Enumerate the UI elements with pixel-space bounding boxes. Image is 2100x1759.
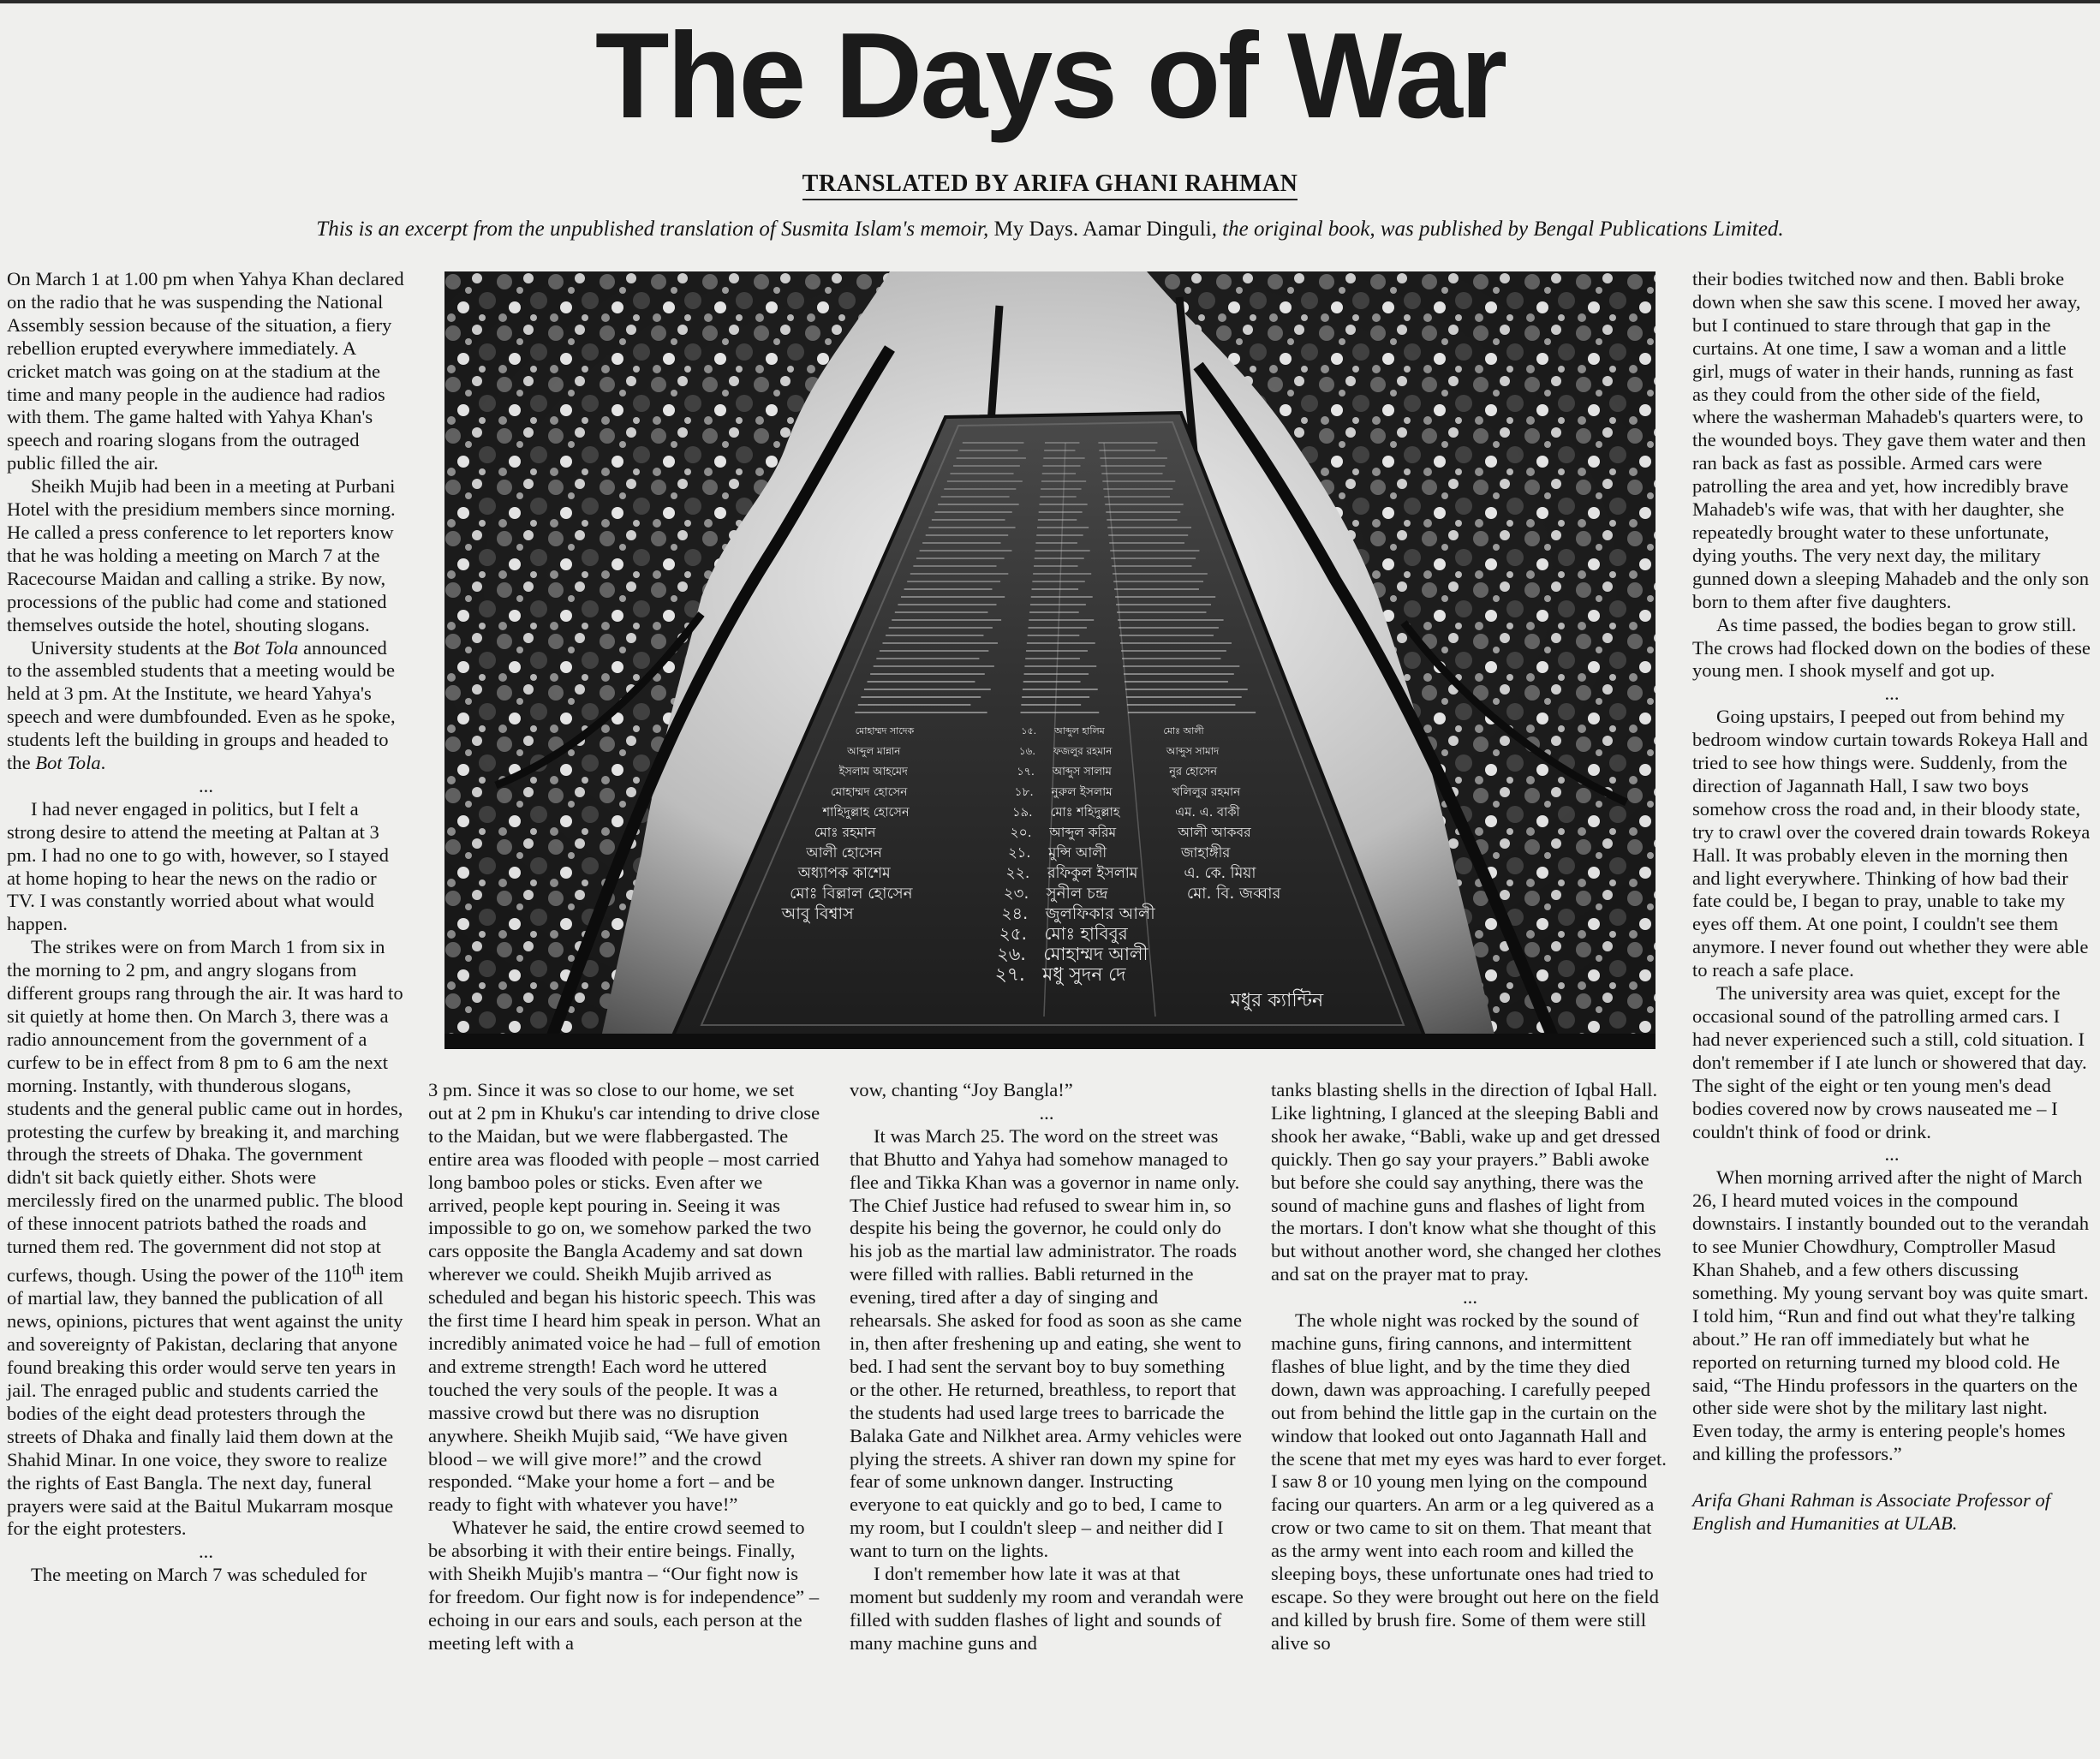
plaque-right-name: মো. বি. জব্বার xyxy=(1186,885,1281,903)
plaque-row-number: ২০. xyxy=(1010,825,1032,840)
col1-paragraph-6: The meeting on March 7 was scheduled for xyxy=(31,1564,367,1586)
col3-paragraph-1: vow, chanting “Joy Bangla!” xyxy=(850,1079,1073,1100)
plaque-row-name: আব্দুস সালাম xyxy=(1052,766,1112,778)
plaque-row-name: মোহাম্মদ আলী xyxy=(1043,944,1148,964)
plaque-row-number: ১৬. xyxy=(1018,745,1036,757)
author-bio: Arifa Ghani Rahman is Associate Professor of English and Humanities at ULAB. xyxy=(1692,1489,2050,1535)
standfirst xyxy=(0,216,2100,243)
plaque-row-name: আব্দুল হালিম xyxy=(1054,725,1105,736)
col1-p5-b: item of martial law, they banned the publication of all news, opinions, pictures that went against the unity and sovereignty of Pakistan, declaring that anyone found breaking this order would serve ten years in jail. The enraged public and students carried the bodies of the eight dead protesters through the streets of Dhaka and finally laid them down at the Shahid Minar. In one voice, they swore to realize the rights of East Bangla. The next day, funeral prayers were said at the Baitul Mukarram mosque for the eight protesters. xyxy=(7,1264,404,1540)
col1-p5-a: The strikes were on from March 1 from six in the morning to 2 pm, and angry slogans from different groups rang through the air. It was hard to sit quietly at home then. On March 3, there was a radio announcement from the government of a curfew to be in effect from 8 pm to 6 am the next morning. Instantly, with thunderous slogans, students and the general public came out in hordes, protesting the curfew by breaking it, and marching through the streets of Dhaka. The government didn't sit back quietly either. Shots were mercilessly fired on the unarmed public. The blood of these innocent patriots bathed the roads and turned them red. The government did not stop at curfews, though. Using the power of the 110 xyxy=(7,936,403,1286)
col1-p5-sup: th xyxy=(351,1260,365,1279)
plaque-row-number: ২৩. xyxy=(1003,885,1029,903)
plaque-left-name: আলী হোসেন xyxy=(806,844,882,861)
plaque-row-number: ১৮. xyxy=(1014,785,1034,799)
plaque-row-number: ২৬. xyxy=(997,944,1026,964)
col3-paragraph-2: It was March 25. The word on the street was that Bhutto and Yahya had somehow managed to flee and Tikka Khan was a governor in name only. The Chief Justice had refused to swear him in, so despite his being the governor, he could only do his job as the martial law administrator. The roads were filled with rallies. Babli returned in the evening, tired after a day of singing and rehearsals. She asked for food as soon as she came in, then after freshening up and eating, she went to bed. I had sent the servant boy to buy something or the other. He returned, breathless, to report that the students had used large trees to barricade the Balaka Gate and Nilkhet area. Army vehicles were plying the streets. A shiver ran down my spine for fear of some unknown danger. Instructing everyone to eat quickly and go to bed, I came to my room, but I couldn't sleep – and neither did I want to turn on the lights. xyxy=(850,1124,1242,1562)
col1-paragraph-1: On March 1 at 1.00 pm when Yahya Khan declared on the radio that he was suspending the National Assembly session because of the situation, a fiery rebellion erupted everywhere immediately. A cricket match was going on at the stadium at the time and many people in the audience had radios with them. The game halted with Yahya Khan's speech and roaring slogans from the outraged public filled the air. xyxy=(7,268,404,474)
plaque-row-number: ২১. xyxy=(1007,844,1031,861)
plaque-left-name: অধ্যাপক কাশেম xyxy=(797,865,891,882)
col5-paragraph-4: The university area was quiet, except for the occasional sound of the patrolling armed cars. I had never experienced such a still, cold situation. I don't remember if I ate lunch or showered that day. The sight of the eight or ten young men's dead bodies covered now by crows nauseated me – I couldn't think of food or drink. xyxy=(1692,982,2087,1142)
spacer xyxy=(1692,1466,2091,1489)
plaque-right-name: আলী আকবর xyxy=(1178,825,1251,840)
col1-paragraph-4: I had never engaged in politics, but I felt a strong desire to attend the meeting at Paltan at 3 pm. I had no one to go with, however, so I stayed at home hoping to hear the news on the radio or TV. I was constantly worried about what would happen. xyxy=(7,797,389,935)
plaque-row-name: সুনীল চন্দ্র xyxy=(1046,885,1108,903)
plaque-right-name: নুর হোসেন xyxy=(1169,766,1217,778)
plaque-right-name: খলিলুর রহমান xyxy=(1172,785,1241,799)
plaque-footer: মধুর ক্যান্টিন xyxy=(1230,990,1324,1011)
section-break: ... xyxy=(1884,1143,1900,1166)
byline-text: TRANSLATED BY ARIFA GHANI RAHMAN xyxy=(802,170,1298,200)
plaque-row-number: ২৭. xyxy=(994,964,1025,986)
col2-paragraph-2: Whatever he said, the entire crowd seemed to be absorbing it with their entire beings. Finally, with Sheikh Mujib's mantra – “Our fight now is for freedom. Our fight now is for independence” – echoing in our ears and souls, each person at the meeting left with a xyxy=(428,1517,820,1654)
byline xyxy=(0,170,2100,199)
column-5 xyxy=(1692,268,2091,1535)
plaque-row-name: ফজলুর রহমান xyxy=(1053,745,1113,757)
col1-p3-e: . xyxy=(100,752,106,774)
section-break: ... xyxy=(1884,683,1900,705)
column-3 xyxy=(850,1079,1244,1655)
plaque-left-name: আব্দুল মান্নান xyxy=(847,745,901,757)
standfirst-c: , the original book, was published by Bengal Publications Limited. xyxy=(1211,218,1784,241)
col3-paragraph-3: I don't remember how late it was at that moment but suddenly my room and verandah were filled with sudden flashes of light and sounds of many machine guns and xyxy=(850,1563,1244,1654)
plaque-left-name: আবু বিশ্বাস xyxy=(781,903,854,923)
col1-paragraph-3 xyxy=(7,637,405,775)
standfirst-b: My Days. Aamar Dinguli xyxy=(993,218,1212,241)
col5-paragraph-5: When morning arrived after the night of March 26, I heard muted voices in the compound downstairs. I instantly bounded out to the verandah to see Munier Chowdhury, Comptroller Masud Khan Shaheb, and a few others discussing something. My young servant boy was quite smart. I told him, “Run and find out what they're talking about.” He ran off immediately but what he reported on returning turned my blood cold. He said, “The Hindu professors in the quarters on the other side were shot by the military last night. Even today, the army is entering people's homes and killing the professors.” xyxy=(1692,1166,2090,1465)
memorial-photo xyxy=(444,271,1656,1049)
plaque-row-name: মোঃ হাবিবুর xyxy=(1044,923,1128,944)
plaque-left-name: মোঃ বিল্লাল হোসেন xyxy=(790,885,913,903)
section-break: ... xyxy=(1463,1286,1477,1309)
plaque-right-name: এম. এ. বাকী xyxy=(1175,805,1240,820)
plaque-row-number: ২৫. xyxy=(999,923,1028,944)
col1-p3-d: Bot Tola xyxy=(35,752,101,774)
plaque-row-name: রফিকুল ইসলাম xyxy=(1047,865,1138,882)
col1-p3-a: University students at the xyxy=(31,636,233,659)
section-break: ... xyxy=(1039,1101,1054,1124)
plaque-row-number: ১৯. xyxy=(1012,805,1033,820)
section-break: ... xyxy=(199,774,213,796)
col4-paragraph-1: tanks blasting shells in the direction of Iqbal Hall. Like lightning, I glanced at the sleeping Babli and shook her awake, “Babli, wake up and get dressed quickly. Then go say your prayers.” Babli awoke but before she could say anything, there was the sound of machine guns and flashes of light from the mortars. I don't know what she thought of this but without another word, she changed her clothes and sat on the prayer mat to pray. xyxy=(1271,1079,1662,1285)
col5-paragraph-2: As time passed, the bodies began to grow still. The crows had flocked down on the bodies of these young men. I shook myself and got up. xyxy=(1692,613,2091,682)
plaque-row-number: ২২. xyxy=(1005,865,1030,882)
plaque-row-name: মুন্সি আলী xyxy=(1048,844,1107,861)
plaque-row-name: নুরুল ইসলাম xyxy=(1051,785,1113,799)
plaque-row-name: আব্দুল করিম xyxy=(1049,825,1117,840)
plaque-right-name: এ. কে. মিয়া xyxy=(1184,865,1256,882)
column-2 xyxy=(428,1079,822,1655)
plaque-left-name: মোহাম্মদ সাদেক xyxy=(855,725,915,736)
plaque-row-name: মোঃ শহিদুল্লাহ xyxy=(1050,805,1120,820)
col1-paragraph-2: Sheikh Mujib had been in a meeting at Purbani Hotel with the presidium members since morning. He called a press conference to let reporters know that he was holding a meeting on March 7 at the Racecourse Maidan and calling a strike. By now, processions of the public had come and stationed themselves outside the hotel, shouting slogans. xyxy=(7,475,396,635)
column-4 xyxy=(1271,1079,1669,1655)
plaque-left-name: মোহাম্মদ হোসেন xyxy=(831,785,908,799)
standfirst-a: This is an excerpt from the unpublished translation of Susmita Islam's memoir, xyxy=(316,218,994,241)
col1-paragraph-5 xyxy=(7,936,405,1541)
plaque-right-name: মোঃ আলী xyxy=(1163,725,1204,736)
col2-paragraph-1: 3 pm. Since it was so close to our home, we set out at 2 pm in Khuku's car intending to drive close to the Maidan, but we were flabbergasted. The entire area was flooded with people – most carried long bamboo poles or sticks. Even after we arrived, people kept pouring in. Seeing it was impossible to go on, we somehow parked the two cars opposite the Bangla Academy and sat down wherever we could. Sheikh Mujib arrived as scheduled and began his historic speech. This was the first time I heard him speak in person. What an incredibly animated voice he had – full of emotion and extreme strength! Each word he uttered touched the very souls of the people. It was a massive crowd but there was no disruption anywhere. Sheikh Mujib said, “We have given blood – we will give more!” and the crowd responded. “Make your home a fort – and be ready to fight with whatever you have!” xyxy=(428,1079,821,1516)
column-1 xyxy=(7,268,405,1587)
plaque-row-number: ২৪. xyxy=(1001,903,1029,923)
plaque-right-name: জাহাঙ্গীর xyxy=(1180,844,1231,861)
col5-paragraph-1: their bodies twitched now and then. Babli broke down when she saw this scene. I moved her away, but I continued to stare through that gap in the curtains. At one time, I saw a woman and a little girl, mugs of water in their hands, running as fast as they could from the other side of the field, where the washerman Mahadeb's quarters were, to the wounded boys. They gave them water and then ran back as fast as possible. Armed cars were patrolling the area and yet, how incredibly brave Mahadeb's wife was, that with her daughter, she repeatedly brought water to these unfortunate, dying youths. The very next day, the military gunned down a sleeping Mahadeb and the only son born to them after five daughters. xyxy=(1692,268,2090,612)
col1-p3-c: announced to the assembled students that a meeting would be held at 3 pm. At the Institute, we heard Yahya's speech and were dumbfounded. Even as he spoke, students left the building in groups and headed to the xyxy=(7,636,396,774)
col1-p3-b: Bot Tola xyxy=(232,636,299,659)
headline: The Days of War xyxy=(594,8,1506,144)
plaque-left-name: মোঃ রহমান xyxy=(814,825,876,840)
plaque-left-name: ইসলাম আহমেদ xyxy=(838,766,908,778)
plaque-row-name: জুলফিকার আলী xyxy=(1045,903,1155,923)
col5-paragraph-3: Going upstairs, I peeped out from behind my bedroom window curtain towards Rokeya Hall and tried to see how things were. Suddenly, from the direction of Jagannath Hall, I saw two boys somehow cross the road and, in their bloody state, try to crawl over the covered drain towards Rokeya Hall. It was probably eleven in the morning then and light everywhere. Thinking of how bad their fate could be, I began to pray, unable to take my eyes off them. At one point, I couldn't see them anymore. I never found out whether they were able to reach a safe place. xyxy=(1692,706,2091,981)
col4-paragraph-2: The whole night was rocked by the sound of machine guns, firing cannons, and intermittent flashes of blue light, and by the time they died down, dawn was approaching. I carefully peeped out from behind the little gap in the curtain on the window that looked out onto Jagannath Hall and the scene that met my eyes was hard to ever forget. I saw 8 or 10 young men lying on the compound facing our quarters. An arm or a leg quivered as a crow or two came to sit on them. That meant that as the army went into each room and killed the sleeping boys, these unfortunate ones had tried to escape. So they were brought out here on the field and killed by brush fire. Some of them were still alive so xyxy=(1271,1309,1667,1654)
plaque-row-number: ১৭. xyxy=(1017,766,1035,778)
plaque-row-number: ১৫. xyxy=(1021,725,1037,736)
plaque-row-name: মধু সুদন দে xyxy=(1042,964,1126,986)
plaque-left-name: শাহিদুল্লাহ হোসেন xyxy=(822,805,910,820)
plaque-right-name: আব্দুস সামাদ xyxy=(1166,745,1220,757)
section-break: ... xyxy=(199,1541,213,1563)
